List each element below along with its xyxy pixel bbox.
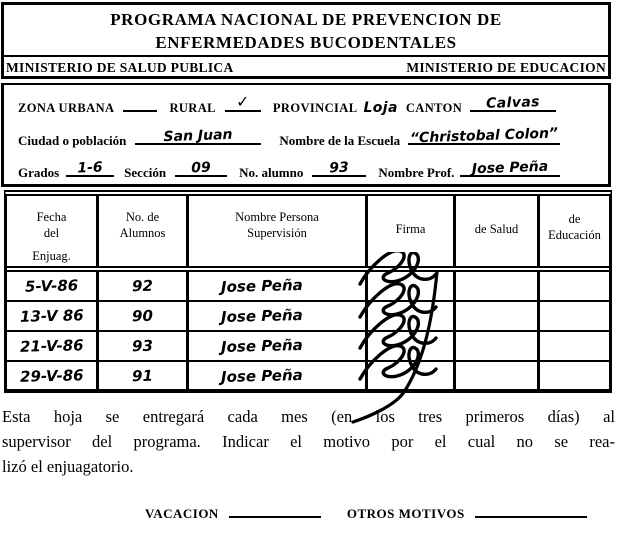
instructions-note (2, 404, 615, 479)
note-line: lizó el enjuagatorio. (2, 457, 134, 476)
salud-cell (456, 302, 540, 330)
zona-urbana-blank (123, 98, 157, 112)
educacion-cell (540, 332, 609, 360)
col-header-firma: Firma (368, 196, 456, 266)
seccion-blank (175, 159, 227, 177)
nombre-cell: Jose Peña (189, 272, 368, 300)
col-header-educacion: de Educación (548, 212, 601, 242)
info-box (1, 83, 611, 187)
city-school-row (18, 125, 598, 149)
rural-blank (225, 91, 261, 112)
nombre-cell: Jose Peña (189, 332, 368, 360)
salud-cell (456, 332, 540, 360)
alumnos-cell: 92 (99, 272, 189, 300)
seccion-label: Sección (124, 165, 167, 180)
escuela-value: “Christobal Colon” (409, 125, 559, 147)
salud-cell (456, 272, 540, 300)
ciudad-label: Ciudad o población (18, 133, 127, 148)
otros-motivos-blank (475, 506, 587, 518)
col-header-fecha: Fecha del Enjuag. (7, 196, 99, 266)
otros-motivos-label: OTROS MOTIVOS (346, 506, 465, 521)
fecha-cell: 21-V-86 (7, 332, 99, 360)
alumnos-cell: 91 (99, 362, 189, 389)
canton-blank (470, 94, 556, 112)
prof-blank (460, 158, 560, 178)
alumno-label: No. alumno (239, 165, 304, 180)
form-title-line1: PROGRAMA NACIONAL DE PREVENCION DE (110, 10, 502, 29)
table-row (7, 302, 609, 332)
prof-value: Jose Peña (472, 158, 549, 178)
alumnos-cell: 90 (99, 302, 189, 330)
nombre-cell: Jose Peña (189, 302, 368, 330)
nombre-cell: Jose Peña (189, 362, 368, 389)
grados-label: Grados (18, 165, 60, 180)
fecha-cell: 5-V-86 (7, 272, 99, 300)
fecha-cell: 29-V-86 (7, 362, 99, 389)
zona-urbana-label: ZONA URBANA (18, 101, 115, 115)
provincial-value: Loja (363, 100, 398, 116)
note-line: supervisor del programa. Indicar el motivo por el cual no se rea- (2, 432, 615, 451)
escuela-blank (408, 125, 560, 147)
ministry-right-label: MINISTERIO DE EDUCACION (406, 60, 606, 75)
col-header-salud: de Salud (456, 196, 540, 266)
col-header-supervision: Nombre Persona Supervisión (189, 196, 368, 266)
educacion-cell (540, 302, 609, 330)
table-row (7, 362, 609, 389)
alumno-blank (312, 159, 366, 177)
firma-cell (368, 362, 456, 389)
seccion-value: 09 (191, 159, 212, 177)
escuela-label: Nombre de la Escuela (279, 133, 401, 148)
canton-label: CANTON (405, 101, 463, 115)
table-row (7, 272, 609, 302)
provincial-label: PROVINCIAL (272, 101, 358, 115)
salud-cell (456, 362, 540, 389)
bottom-reasons-row (145, 506, 587, 522)
ciudad-blank (135, 126, 261, 146)
firma-cell (368, 272, 456, 300)
grados-value: 1-6 (77, 159, 104, 177)
grados-blank (66, 159, 114, 177)
form-title-line2: ENFERMEDADES BUCODENTALES (155, 33, 457, 52)
note-line: Esta hoja se entregará cada mes (en los tres primeros días) al (2, 407, 615, 426)
title-box (1, 2, 611, 79)
vacacion-blank (229, 506, 321, 518)
table-row (7, 332, 609, 362)
canton-value: Calvas (486, 94, 541, 112)
table-header-row (7, 196, 609, 272)
firma-cell (368, 332, 456, 360)
prof-label: Nombre Prof. (378, 165, 455, 180)
vacacion-label: VACACION (145, 506, 219, 521)
rural-label: RURAL (169, 101, 216, 115)
firma-cell (368, 302, 456, 330)
rural-checkmark: ✓ (235, 91, 251, 112)
rinse-log-table (4, 190, 612, 393)
fecha-cell: 13-V 86 (7, 302, 99, 330)
form-title (4, 5, 608, 54)
grades-row (18, 158, 598, 181)
alumno-value: 93 (329, 159, 350, 177)
educacion-cell (540, 362, 609, 389)
ciudad-value: San Juan (163, 126, 234, 146)
col-header-alumnos: No. de Alumnos (99, 196, 189, 266)
ministry-left-label: MINISTERIO DE SALUD PUBLICA (6, 60, 234, 75)
educacion-cell (540, 272, 609, 300)
alumnos-cell: 93 (99, 332, 189, 360)
title-divider (4, 55, 608, 57)
ministries-row (6, 60, 606, 76)
zone-row (18, 91, 598, 116)
